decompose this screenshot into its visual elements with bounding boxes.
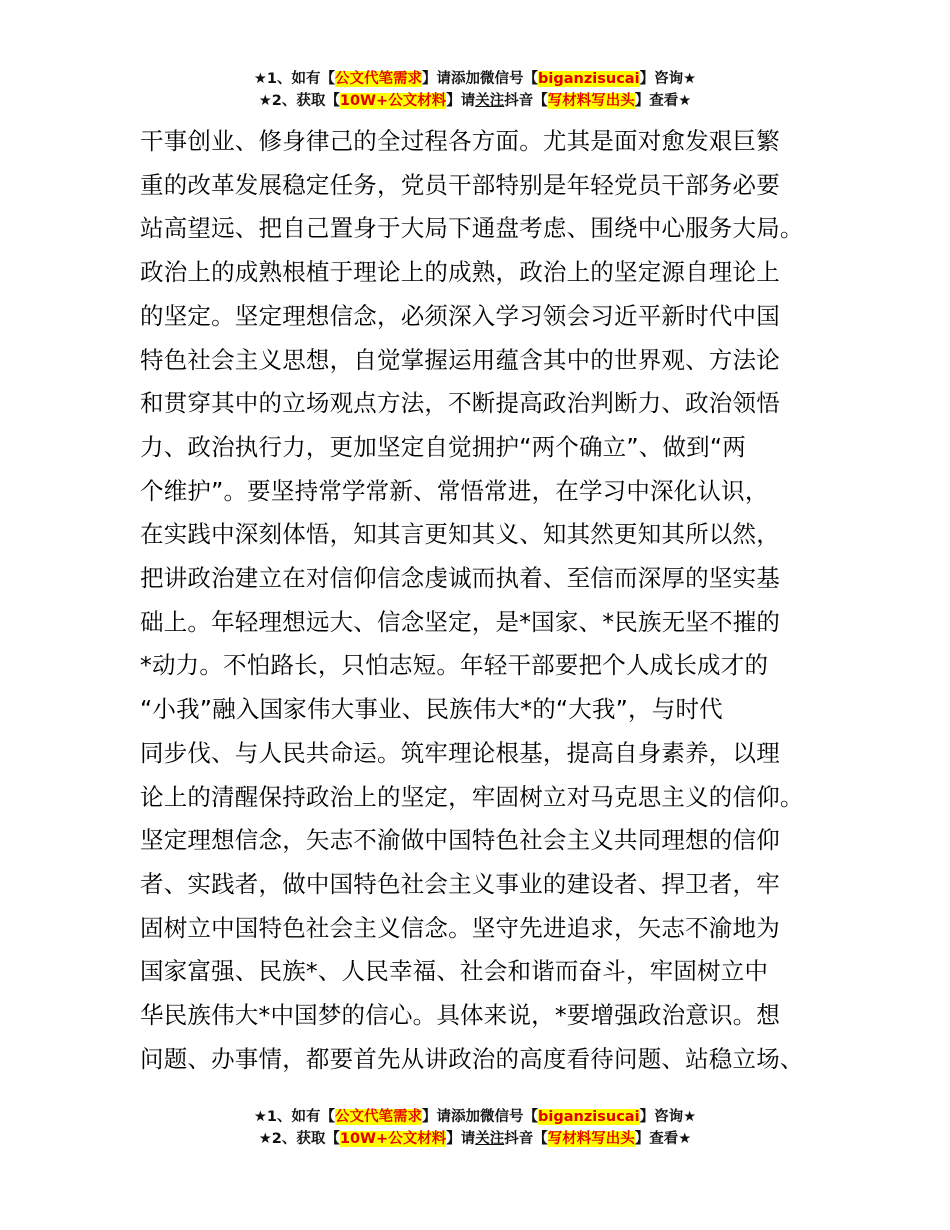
highlight-wechat-id: biganzisucai: [538, 71, 640, 87]
body-line: 重的改革发展稳定任务，党员干部特别是年轻党员干部务必要: [140, 170, 780, 199]
highlight-douyin: 写材料写出头: [547, 93, 635, 109]
body-line: 问题、办事情，都要首先从讲政治的高度看待问题、站稳立场、: [140, 1044, 804, 1073]
body-line: 站高望远、把自己置身于大局下通盘考虑、围绕中心服务大局。: [140, 214, 804, 243]
banner-line-1: ★1、如有【公文代笔需求】请添加微信号【biganzisucai】咨询★: [253, 71, 697, 87]
body-line: 力、政治执行力，更加坚定自觉拥护“两个确立”、做到“两: [140, 432, 746, 461]
body-line: 个维护”。要坚持常学常新、常悟常进，在学习中深化认识，: [140, 476, 769, 505]
follow-underlined: 关注: [475, 1131, 505, 1147]
body-line: 华民族伟大*中国梦的信心。具体来说，*要增强政治意识。想: [140, 1001, 781, 1030]
body-line: 政治上的成熟根植于理论上的成熟，政治上的坚定源自理论上: [140, 258, 780, 287]
body-line: 和贯穿其中的立场观点方法，不断提高政治判断力、政治领悟: [140, 389, 780, 418]
highlight-ghostwriting: 公文代笔需求: [335, 71, 423, 87]
body-line: 固树立中国特色社会主义信念。坚守先进追求，矢志不渝地为: [140, 913, 780, 942]
body-line: 坚定理想信念，矢志不渝做中国特色社会主义共同理想的信仰: [140, 826, 780, 855]
body-line: 国家富强、民族*、人民幸福、社会和谐而奋斗，牢固树立中: [140, 957, 769, 986]
highlight-wechat-id: biganzisucai: [538, 1109, 640, 1125]
follow-underlined: 关注: [475, 93, 505, 109]
document-body: [140, 120, 830, 1081]
body-line: 者、实践者，做中国特色社会主义事业的建设者、捍卫者，牢: [140, 869, 780, 898]
body-line: “小我”融入国家伟大事业、民族伟大*的“大我”，与时代: [140, 695, 723, 724]
header-banner: [0, 68, 950, 112]
body-line: 干事创业、修身律己的全过程各方面。尤其是面对愈发艰巨繁: [140, 127, 780, 155]
body-line: 把讲政治建立在对信仰信念虔诚而执着、至信而深厚的坚实基: [140, 564, 780, 593]
body-line: 论上的清醒保持政治上的坚定，牢固树立对马克思主义的信仰。: [140, 782, 804, 811]
banner-line-2: ★2、获取【10W+公文材料】请关注抖音【写材料写出头】查看★: [258, 93, 692, 109]
body-line: 在实践中深刻体悟，知其言更知其义、知其然更知其所以然，: [140, 520, 780, 549]
body-line: 特色社会主义思想，自觉掌握运用蕴含其中的世界观、方法论: [140, 345, 780, 374]
highlight-ghostwriting: 公文代笔需求: [335, 1109, 423, 1125]
highlight-materials: 10W+公文材料: [339, 1131, 447, 1147]
highlight-douyin: 写材料写出头: [547, 1131, 635, 1147]
footer-banner: [0, 1106, 950, 1150]
body-line: *动力。不怕路长，只怕志短。年轻干部要把个人成长成才的: [140, 651, 769, 680]
body-line: 础上。年轻理想远大、信念坚定，是*国家、*民族无坚不摧的: [140, 607, 781, 636]
banner-line-1: ★1、如有【公文代笔需求】请添加微信号【biganzisucai】咨询★: [253, 1109, 697, 1125]
highlight-materials: 10W+公文材料: [339, 93, 447, 109]
body-line: 的坚定。坚定理想信念，必须深入学习领会习近平新时代中国: [140, 301, 780, 330]
banner-line-2: ★2、获取【10W+公文材料】请关注抖音【写材料写出头】查看★: [258, 1131, 692, 1147]
body-line: 同步伐、与人民共命运。筑牢理论根基，提高自身素养，以理: [140, 738, 780, 767]
